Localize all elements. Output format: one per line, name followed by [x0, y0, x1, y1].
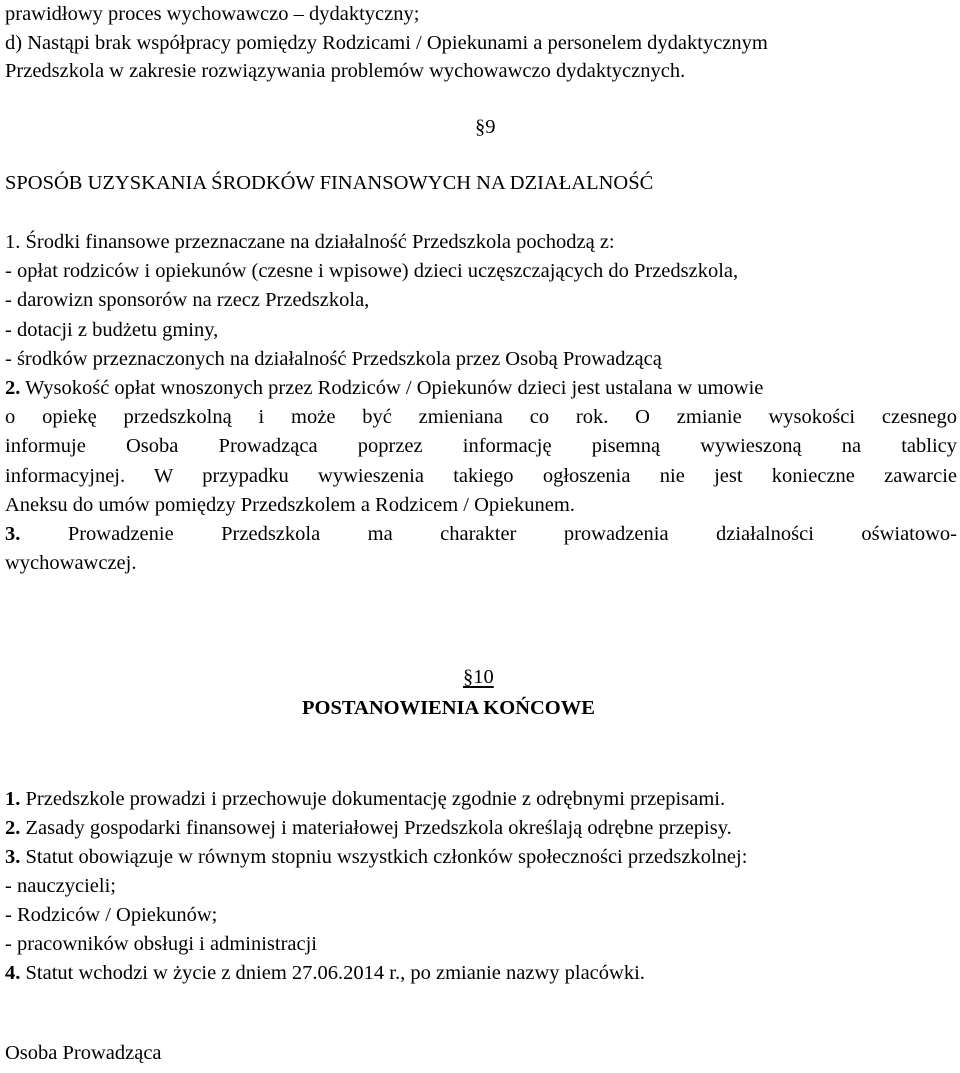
s9-paragraph-3-line-1 [5, 520, 957, 549]
s10-item-4-text: Statut wchodzi w życie z dniem 27.06.2014 r., po zmianie nazwy placówki. [20, 962, 645, 984]
s10-item-4 [5, 959, 957, 988]
s10-item-2 [5, 814, 957, 843]
section-10-body [5, 785, 957, 988]
s9-p3-text: Prowadzenie Przedszkola ma charakter prowadzenia działalności oświatowo- [20, 523, 957, 546]
s10-item-1-number: 1. [5, 788, 21, 810]
s10-item-3-text: Statut obowiązuje w równym stopniu wszystkich członków społeczności przedszkolnej: [20, 846, 748, 868]
s9-p1-item-1: - opłat rodziców i opiekunów (czesne i wpisowe) dzieci uczęszczających do Przedszkola, [5, 260, 739, 283]
s10-item-1 [5, 785, 957, 814]
s9-p1-item-4: - środków przeznaczonych na działalność Przedszkola przez Osobą Prowadzącą [5, 347, 662, 370]
s9-paragraph-2-line-1 [5, 374, 957, 403]
s10-sub-item-3: - pracowników obsługi i administracji [5, 933, 317, 955]
intro-line-2: d) Nastąpi brak współpracy pomiędzy Rodzicami / Opiekunami a personelem dydaktycznym [5, 31, 768, 54]
s9-p3-number: 3. [5, 523, 21, 546]
s9-p2-line-5: Aneksu do umów pomiędzy Przedszkolem a Rodzicem / Opiekunem. [5, 493, 575, 516]
section-9-title: SPOSÓB UZYSKANIA ŚRODKÓW FINANSOWYCH NA DZIAŁALNOŚĆ [5, 172, 654, 194]
s9-p2-line-4: informacyjnej. W przypadku wywieszenia takiego ogłoszenia nie jest konieczne zawarcie [5, 464, 957, 487]
s9-p2-text: Wysokość opłat wnoszonych przez Rodziców / Opiekunów dzieci jest ustalana w umowie [20, 377, 764, 400]
section-10-title: POSTANOWIENIA KOŃCOWE [302, 697, 595, 719]
s9-p1-number: 1. [5, 231, 21, 253]
s9-p2-line-2: o opiekę przedszkolną i może być zmieniana co rok. O zmianie wysokości czesnego [5, 406, 957, 429]
s10-item-3-number: 3. [5, 846, 21, 868]
s10-sub-item-1: - nauczycieli; [5, 875, 116, 897]
section-10-number: §10 [463, 666, 494, 688]
signature: Osoba Prowadząca [5, 1042, 162, 1064]
intro-line-3: Przedszkola w zakresie rozwiązywania problemów wychowawczo dydaktycznych. [5, 60, 686, 83]
s9-p1-item-2: - darowizn sponsorów na rzecz Przedszkola, [5, 289, 370, 312]
s10-item-1-text: Przedszkole prowadzi i przechowuje dokumentację zgodnie z odrębnymi przepisami. [20, 788, 726, 810]
s10-sub-item-2: - Rodziców / Opiekunów; [5, 904, 218, 926]
intro-line-1: prawidłowy proces wychowawczo – dydaktyczny; [5, 3, 420, 25]
intro-text [5, 0, 957, 86]
s9-p3-line-2: wychowawczej. [5, 552, 137, 575]
s9-p2-line-3: informuje Osoba Prowadząca poprzez informację pisemną wywieszoną na tablicy [5, 435, 957, 458]
s9-paragraph-1-line-1 [5, 228, 957, 257]
s10-item-2-text: Zasady gospodarki finansowej i materiałowej Przedszkola określają odrębne przepisy. [20, 817, 732, 839]
s10-item-4-number: 4. [5, 962, 21, 984]
section-9-number: §9 [475, 116, 496, 138]
section-9-body [5, 228, 957, 578]
s10-item-2-number: 2. [5, 817, 21, 839]
s9-p1-text: Środki finansowe przeznaczane na działalność Przedszkola pochodzą z: [20, 231, 615, 253]
s9-p1-item-3: - dotacji z budżetu gminy, [5, 318, 219, 341]
s10-item-3 [5, 843, 957, 872]
s9-p2-number: 2. [5, 377, 21, 400]
